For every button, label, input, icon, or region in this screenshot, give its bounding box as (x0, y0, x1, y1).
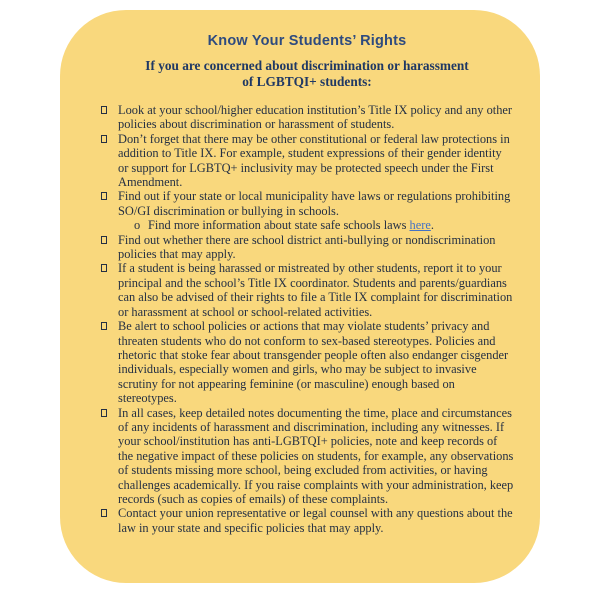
card-subtitle (100, 58, 514, 89)
checklist-item-text: Find out whether there are school district anti-bullying or nondiscrimination policies that may apply. (118, 232, 496, 262)
checkbox-bullet-icon (101, 192, 107, 200)
checklist-item (100, 233, 514, 262)
checklist-item (100, 132, 514, 190)
checklist-item-text: Be alert to school policies or actions that may violate students’ privacy and threaten students who do not conform to sex-based stereotypes. Policies and rhetoric that stoke fear about transgender people often also endanger cisgender individuals, especially women and girls, who may be subject to invasive scrutiny for not appearing feminine (or masculine) enough based on stereotypes. (118, 319, 509, 406)
checklist-item-text: If a student is being harassed or mistreated by other students, report it to your principal and the school’s Title IX coordinator. Students and parents/guardians can also be advised of their rights to file a Title IX complaint for discrimination or harassment at school or school-related activities. (118, 261, 513, 319)
checkbox-bullet-icon (101, 106, 107, 114)
know-your-rights-card (60, 10, 540, 583)
checklist-item-text: Look at your school/higher education institution’s Title IX policy and any other policies about discrimination or harassment of students. (118, 103, 513, 132)
checklist-item-text: Find out if your state or local municipality have laws or regulations prohibiting SO/GI discrimination or bullying in schools. (118, 189, 511, 218)
checklist-item (100, 506, 514, 535)
sub-list-item (118, 218, 514, 232)
checklist-item (100, 406, 514, 507)
checkbox-bullet-icon (101, 322, 107, 330)
checklist-item-text: Contact your union representative or legal counsel with any questions about the law in your state and specific policies that may apply. (118, 506, 513, 535)
checkbox-bullet-icon (101, 264, 107, 272)
checklist-item (100, 319, 514, 405)
checkbox-bullet-icon (101, 509, 107, 517)
card-title: Know Your Students’ Rights (207, 33, 407, 49)
checklist-item (100, 261, 514, 319)
checkbox-bullet-icon (101, 236, 107, 244)
checkbox-bullet-icon (101, 409, 107, 417)
checklist-item-text: Don’t forget that there may be other constitutional or federal law protections in addition to Title IX. For example, student expressions of their gender identity or support for LGBTQ+ inclusivity may be protected speech under the First Amendment. (118, 131, 510, 190)
card-subtitle-line-2: of LGBTQI+ students: (242, 73, 372, 89)
checklist-item (100, 189, 514, 232)
safe-schools-laws-link[interactable]: here (409, 218, 431, 233)
card-subtitle-line-1: If you are concerned about discrimination or harassment (145, 58, 469, 73)
sub-item-text: Find more information about state safe schools laws (148, 218, 410, 233)
checklist-item (100, 103, 514, 132)
rights-checklist (100, 103, 514, 535)
circle-bullet-icon: o (134, 218, 141, 233)
checkbox-bullet-icon (101, 135, 107, 143)
checklist-item-text: In all cases, keep detailed notes documenting the time, place and circumstances of any incidents of harassment and discrimination, including any witnesses. If your school/institution has anti-LGBTQI+ policies, note and keep records of the negative impact of these policies on students, for example, any observations of students missing more school, being excluded from activities, or having challenges academically. If you raise complaints with your administration, keep records (such as copies of emails) of these complaints. (118, 405, 514, 506)
sub-item-text-suffix: . (430, 218, 434, 233)
